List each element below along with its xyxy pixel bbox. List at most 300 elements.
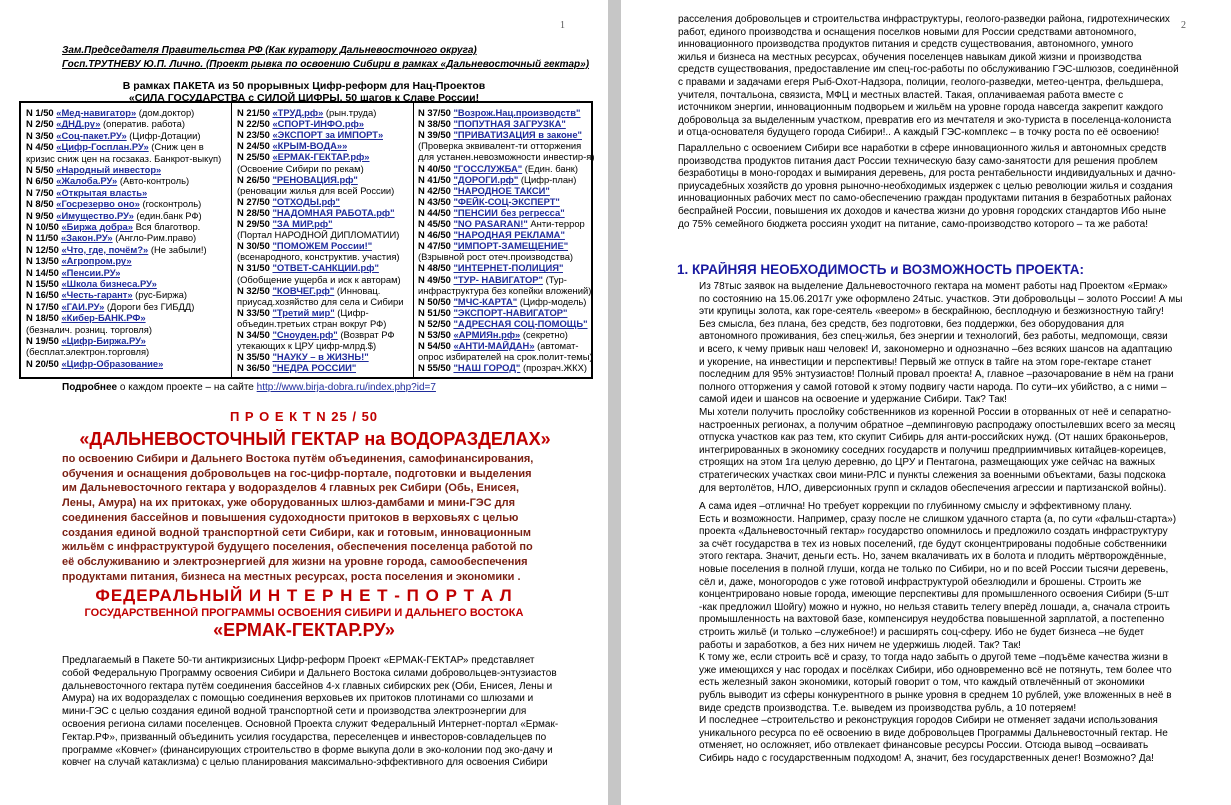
project-number-label: N 45/50 xyxy=(418,219,454,229)
project-description-text: утекающих к ЦРУ цифр-млрд.$) xyxy=(237,341,377,352)
project-description-text: Вся благотвор. xyxy=(132,222,201,232)
project-description-text: (Тур- xyxy=(543,274,567,285)
body-line: новые поселения в полной глуши, когда не только по Сибири, но и по всей России тысячи деревень, xyxy=(699,564,1169,575)
project-list-row xyxy=(418,197,560,207)
project-number-label: N 54/50 xyxy=(418,341,454,352)
project-list-row xyxy=(26,222,200,232)
body-line: работы и заработков, а без них ничем не удержишь людей. Так? Так! xyxy=(699,639,1021,651)
project-list-row xyxy=(237,164,364,174)
project-description-text: кризис сниж цен на госзаказ. Банкрот-выкуп) xyxy=(26,153,222,164)
body-line: Сибирь надо с государственным подходом! А, значит, без государственных денег! Возможно? Да! xyxy=(699,753,1154,764)
project-list-row xyxy=(26,256,132,266)
project-link[interactable]: «КРЫМ-ВОДА»» xyxy=(272,141,348,152)
body-line: автономного проживания, без спец-жилья, без энергии и технологий, без работы, медпомощи, связи xyxy=(699,331,1168,343)
project-link[interactable]: «Имущество.РУ» xyxy=(56,210,134,221)
project-link[interactable]: "НАШ ГОРОД" xyxy=(453,363,521,374)
project-link[interactable]: "ПОПУТНАЯ ЗАГРУЗКА" xyxy=(453,119,566,130)
project-link[interactable]: «Что, где, почём?» xyxy=(61,244,149,255)
project-list-row xyxy=(237,197,340,207)
project-list-row xyxy=(26,336,146,346)
project-description-text: (дом.доктор) xyxy=(136,108,195,118)
project-description-text: (госконтроль) xyxy=(139,199,202,210)
project-description-line: её обслуживанию и электроэнергией для жизни на уровне города, самообеспечения xyxy=(62,555,528,568)
body-line: беспрайней России, повышения их доходов и качества жизни до уровня городских стандартов Ибо ныне xyxy=(678,206,1167,217)
project-number-label: N 1/50 xyxy=(26,108,57,118)
project-description-text: (Цифр-план) xyxy=(518,174,577,185)
project-number-label: N 8/50 xyxy=(26,199,57,210)
body-line: ковчег на случай катаклизма) с целью планирования максимально-эффективного для освоения Сибири xyxy=(62,757,548,769)
project-description-text: (Англо-Рим.право) xyxy=(112,233,197,244)
project-link[interactable]: "ЗА МИР.рф" xyxy=(272,219,333,229)
project-number-label: N 23/50 xyxy=(237,130,273,141)
project-link[interactable]: «Соц-пакет.РУ» xyxy=(56,130,127,141)
project-link[interactable]: «Закон.РУ» xyxy=(60,233,113,244)
project-description-line: продуктами питания, бизнеса на местных ресурсах, роста поселения и экономики . xyxy=(62,570,521,583)
project-link[interactable]: «Цифр-Образование» xyxy=(61,358,164,369)
project-description-text: (всенародного, конструктив. участия) xyxy=(237,252,400,263)
project-number-label: N 20/50 xyxy=(26,358,62,369)
project-description-line: по освоению Сибири и Дальнего Востока путём объединения, самофинансирования, xyxy=(62,453,534,465)
project-list-row xyxy=(237,275,401,285)
project-description-text: (Портал НАРОДНОЙ ДИПЛОМАТИИ) xyxy=(237,230,400,241)
project-number-label: N 34/50 xyxy=(237,330,273,340)
project-list-row xyxy=(237,363,356,373)
project-link[interactable]: «Цифр-Госплан.РУ» xyxy=(56,142,149,153)
project-list-row xyxy=(237,241,372,251)
project-list-row xyxy=(418,241,568,251)
project-list-row xyxy=(237,352,369,362)
project-link[interactable]: "ФЕЙК-СОЦ-ЭКСПЕРТ" xyxy=(453,196,560,207)
project-number-label: N 24/50 xyxy=(237,141,273,152)
project-list-row xyxy=(26,325,152,335)
body-line: интегрированных в экономику соседних государств и получиш предприимчивых китайцев-кореицев, xyxy=(699,444,1167,456)
body-line: промышленность на вахтовой базе, компенсируя неудобства повышенной зарплатой, а постепенно xyxy=(699,614,1165,626)
project-list-row xyxy=(418,141,581,151)
body-line: виде средств производства. Т.е. выведем из производства рубль, а 10 потеряем! xyxy=(699,702,1077,714)
project-description-text: (Инновац. xyxy=(334,285,381,296)
project-number-label: N 25/50 xyxy=(237,152,273,163)
intro-line-2: «СИЛА ГОСУДАРСТВА с СИЛОЙ ЦИФРЫ. 50 шагов к Славе России! xyxy=(128,92,480,104)
body-line: настроенных регионах, а получим обратное –демпинговую распродажу опостылевших всего за месяц xyxy=(699,419,1176,431)
project-number-label: N 6/50 xyxy=(26,176,57,187)
project-link[interactable]: «Цифр-Биржа.РУ» xyxy=(61,336,146,346)
project-list-row xyxy=(26,119,185,129)
project-description-text: приусад.хозяйство для села и Сибири xyxy=(237,296,404,307)
body-line: программе «Ковчег» (финансирующих строительство в форме выкупа доли в эко-колонии под эко-дачу и xyxy=(62,744,553,756)
portal-name: «ЕРМАК-ГЕКТАР.РУ» xyxy=(213,620,395,640)
body-line: сёл и, даже, моногородов с уже готовой инфраструктурой обезлюдили и брошены. Строить же xyxy=(699,576,1142,588)
project-list-row xyxy=(418,330,568,340)
project-link[interactable]: "Сноуден.рф" xyxy=(272,330,338,340)
body-line: уже имеющихся у нас городах и посёлках Сибири, ибо одновременно всё не потянуть, тем более что xyxy=(699,664,1172,676)
project-number-label: N 42/50 xyxy=(418,185,454,196)
project-number-label: N 53/50 xyxy=(418,330,454,340)
project-description-text: (Проверка эквивалент-ти отторжения xyxy=(418,141,582,152)
project-description-text: (рус-Биржа) xyxy=(132,290,187,301)
project-link[interactable]: "НАУКУ – в ЖИЗНЬ!" xyxy=(272,352,369,363)
project-list-row xyxy=(26,199,201,209)
project-link[interactable]: «СПОРТ-ИНФО.рф» xyxy=(272,119,364,130)
project-description-text: инфраструктура без копейки вложений) xyxy=(418,285,592,296)
project-link[interactable]: «Открытая власть» xyxy=(56,187,148,198)
project-list-row xyxy=(26,279,157,289)
project-number-label: N 9/50 xyxy=(26,210,57,221)
project-link[interactable]: "МЧС-КАРТА" xyxy=(453,296,518,307)
project-link[interactable]: "Возрож.Нац.производств" xyxy=(453,108,581,118)
body-line: Из 78тыс заявок на выделение Дальневосточного гектара на момент работы над Проектом «Ермак» xyxy=(699,281,1168,292)
project-description-text: (Авто-контроль) xyxy=(117,176,190,187)
project-description-text: для устанен.невозможности инвестир-я) xyxy=(418,152,595,163)
project-number-label: N 29/50 xyxy=(237,219,273,229)
body-line: самой идеи и шансов на освоение и удержание Сибири. Так? Так! xyxy=(699,394,1007,406)
project-list-row xyxy=(418,263,563,273)
body-line: жилья и бизнеса на местных ресурсах, обучения поселенцев навыкам дикой жизни и производства xyxy=(678,51,1142,63)
project-description-text: (Обобщение ущерба и иск к авторам) xyxy=(237,274,401,285)
project-number-label: N 12/50 xyxy=(26,244,62,255)
project-number-label: N 32/50 xyxy=(237,285,273,296)
project-description-text: (Цифр-Дотации) xyxy=(126,130,201,141)
body-line: последним для 95% энтузиастов! Полный провал проекта! А, главное –разочарование в нём на грани xyxy=(699,369,1174,381)
project-description-text: (секретно) xyxy=(520,330,568,340)
project-number-label: N 52/50 xyxy=(418,318,454,329)
project-link[interactable]: "ИМПОРТ-ЗАМЕЩЕНИЕ" xyxy=(453,241,569,252)
body-line: безработицы в моно-городах и вымирания деревень, для роста рентабельности индивидуальных и дачно- xyxy=(678,168,1176,180)
document-page-2 xyxy=(621,0,1231,805)
body-line: мини-ГЭС с целью создания единой водной транспортной сети и производства электроэнергии для xyxy=(62,706,527,718)
project-number-label: N 46/50 xyxy=(418,230,454,241)
projects-table xyxy=(19,101,593,379)
project-link[interactable]: "ПОМОЖЕМ России!" xyxy=(272,241,373,252)
project-link[interactable]: "КОВЧЕГ.рф" xyxy=(272,285,335,296)
body-line: источником энергии, инновационным подворьем и жильём на уровне города навсегда закрепит каждого xyxy=(678,102,1164,114)
project-number-label: N 7/50 xyxy=(26,187,57,198)
body-line: проекта «Дальневосточный гектар» государство опомнилось и предложило создать инфраструктуру xyxy=(699,526,1168,538)
project-list-row xyxy=(237,308,369,318)
project-link[interactable]: «Народный инвестор» xyxy=(56,165,162,175)
project-list-row xyxy=(26,108,194,118)
project-link[interactable]: «Школа бизнеса.РУ» xyxy=(61,279,157,289)
project-link[interactable]: «Госрезерво оно» xyxy=(56,199,140,210)
project-list-row xyxy=(237,263,379,273)
project-list-row xyxy=(26,245,207,255)
body-line: приусадебных хозяйств до уровня рыночно-необходимых издержек с целью революции жилья и создания xyxy=(678,180,1173,192)
body-line: Гектар.РФ», призванный объединить усилия государства, переселенцев и инвесторов-совладельцев по xyxy=(62,731,547,743)
body-line: инновационного производства продуктов питания и средств существования, автономного, умного xyxy=(678,39,1134,51)
project-link[interactable]: "ОТВЕТ-САНКЦИИ.рф" xyxy=(272,263,379,274)
project-description-text: (автомат- xyxy=(534,341,579,352)
project-list-row xyxy=(418,108,581,118)
project-number-label: N 27/50 xyxy=(237,196,273,207)
body-line: Мы хотели получить прослойку собственников из коренной России в оторванных от неё и сепаратно- xyxy=(699,407,1172,418)
project-list-row xyxy=(26,211,202,221)
project-link[interactable]: "ПРИВАТИЗАЦИЯ в законе" xyxy=(453,130,583,141)
body-line: отпуска участков как раз тем, кто скупит Сибирь для анти-российских нужд. (От наших браконьеров, xyxy=(699,432,1169,444)
project-list-row xyxy=(237,219,333,229)
project-list-row xyxy=(26,302,194,312)
body-line: и укорение, на инвестиции и перспективы! Первый же отпуск в тайге на этом горе-гектаре станет xyxy=(699,356,1152,368)
project-description-text: (Сниж цен в xyxy=(148,142,204,153)
portal-subtitle: ГОСУДАРСТВЕННОЙ ПРОГРАММЫ ОСВОЕНИЯ СИБИРИ И ДАЛЬНЕГО ВОСТОКА xyxy=(84,607,524,619)
body-line: стратегических участках свои мини-РЛС и пункты слежения за военными объектами, базы подскока xyxy=(699,470,1166,481)
project-description-text: (Возврат РФ xyxy=(337,330,395,340)
project-list-row xyxy=(418,186,550,196)
body-line: Без смысла, без плана, без средств, без подготовки, без поддержки, без оборудования для xyxy=(699,318,1125,330)
project-link[interactable]: «Мед-навигатор» xyxy=(56,108,137,118)
project-list-row xyxy=(418,119,566,129)
section-heading: 1. КРАЙНЯЯ НЕОБХОДИМОСТЬ и ВОЗМОЖНОСТЬ ПРОЕКТА: xyxy=(677,262,1085,277)
project-description-text: опрос избирателей на срок.полит-темы) xyxy=(418,352,593,363)
project-list-row xyxy=(418,341,579,351)
project-link[interactable]: "ПЕНСИИ без регресса" xyxy=(453,207,565,218)
project-list-row xyxy=(418,286,591,296)
body-line: эти крупицы золота, как горе-сеятель «веером» в бескрайнюю, бесплодную и безжизностную тайгу! xyxy=(699,306,1164,318)
project-number-label: N 13/50 xyxy=(26,256,62,267)
project-number-label: N 4/50 xyxy=(26,142,57,153)
project-number-label: N 44/50 xyxy=(418,207,454,218)
project-list-row xyxy=(237,152,370,162)
intro-line-1: В рамках ПАКЕТА из 50 прорывных Цифр-реформ для Нац-Проектов xyxy=(122,80,486,92)
body-line: рубль выводит из сферы конкурентного в рынке уровня в среднем 10 рублей, уже вложенных в неё в xyxy=(699,690,1172,701)
project-link[interactable]: «Жалоба.РУ» xyxy=(56,176,118,187)
project-list-row xyxy=(418,130,582,140)
project-list-row xyxy=(26,268,120,278)
project-description-text: (един.банк РФ) xyxy=(133,210,202,221)
body-line: Амура) на их водоразделах с помощью соединения верховьев их притоков плотинами со шлюзами и xyxy=(62,693,534,705)
project-list-row xyxy=(418,319,588,329)
project-description-line: Лены, Амура) на их притоках, уже оборудованных шлюз-дамбами и мини-ГЭС для xyxy=(62,497,516,510)
project-list-row xyxy=(237,330,395,340)
project-link[interactable]: «ГАИ.РУ» xyxy=(61,301,105,312)
body-line: И последнее –строительство и реконструкция городов Сибири не отменяет задачи использования xyxy=(699,715,1158,727)
body-line: строящих на этом 1га целую деревню, до ЦРУ и Пентагона, размещающих уже сейчас на важных xyxy=(699,457,1156,469)
body-line: концентрировано новые города, имеющие перспективы для промышленного освоения Сибири (5-шт xyxy=(699,589,1169,601)
project-description-text: (Освоение Сибири по рекам) xyxy=(237,163,364,174)
project-number-label: N 21/50 xyxy=(237,108,273,118)
project-number: П Р О Е К Т N 25 / 50 xyxy=(229,410,379,424)
project-link[interactable]: «Пенсии.РУ» xyxy=(61,267,121,278)
project-description-text: (Цифр- xyxy=(334,307,369,318)
project-list-row xyxy=(237,286,380,296)
project-number-label: N 30/50 xyxy=(237,241,273,252)
body-line: учителя, почтальона, связиста, МФЦ и местных властей. Такая, оплачиваемая работа вместе с xyxy=(678,89,1124,101)
project-list-row xyxy=(418,297,586,307)
project-number-label: N 37/50 xyxy=(418,108,454,118)
project-list-row xyxy=(26,347,149,357)
project-list-row xyxy=(237,186,394,196)
project-link[interactable]: "ДОРОГИ.рф" xyxy=(453,174,519,185)
body-line: уникального ресурса по её освоению в виде добровольцев Программы Дальневосточный гектар. Не xyxy=(699,727,1168,739)
project-description-text: (Цифр-модель) xyxy=(517,296,587,307)
project-list-row xyxy=(237,252,400,262)
body-line: К тому же, если строить всё и сразу, то тогда надо забыть о другой теме –подъёме качества жизни в xyxy=(699,652,1168,664)
body-line: Параллельно с освоением Сибири все наработки в сфере инновационного жилья и автономных средств xyxy=(678,143,1167,154)
project-list-row xyxy=(237,175,358,185)
project-link[interactable]: "Третий мир" xyxy=(272,307,335,318)
project-number-label: N 55/50 xyxy=(418,363,454,374)
body-line: средств существования, предоставление им спец-гос-работы по обслуживанию ГЭС-шлюзов, соединённой xyxy=(678,64,1179,76)
project-list-row xyxy=(26,176,189,186)
project-link[interactable]: "NO PASARAN!" xyxy=(453,219,528,229)
project-number-label: N 35/50 xyxy=(237,352,273,363)
project-number-label: N 47/50 xyxy=(418,241,454,252)
project-list-row xyxy=(26,165,161,175)
project-list-row xyxy=(237,319,386,329)
project-number-label: N 33/50 xyxy=(237,307,273,318)
project-description-line: создания единой водной транспортной сети Сибири, как и готовым, инновационным xyxy=(62,526,532,539)
project-number-label: N 5/50 xyxy=(26,165,57,175)
project-number-label: N 17/50 xyxy=(26,301,62,312)
project-link[interactable]: "ОТХОДЫ.рф" xyxy=(272,196,340,207)
project-link[interactable]: "ГОССЛУЖБА" xyxy=(453,163,523,174)
project-list-row xyxy=(237,208,395,218)
body-line: для вертолётов, НЛО, диверсионных групп и складов обеспечения агрессии и партизанской войны). xyxy=(699,482,1167,494)
project-list-row xyxy=(418,164,578,174)
project-link[interactable]: «ТРУД.рф» xyxy=(272,108,324,118)
project-number-label: N 26/50 xyxy=(237,174,273,185)
project-number-label: N 14/50 xyxy=(26,267,62,278)
project-list-row xyxy=(26,359,163,369)
project-description-line: соединения бассейнов и повышения судоходности притоков в верховьях с целью xyxy=(62,511,519,524)
body-line: инновационных рабочих мест по само-обеспечению граждан продуктами питания в безработных районах xyxy=(678,193,1172,205)
body-line: отменяет, но осложняет, ибо отвлекает финансовые ресурсы России. Отсюда вывод –осваивать xyxy=(699,740,1149,752)
body-line: и всего, к чему привык наш человек! И, закономерно и однозначно –без всяких шансов на адаптацию xyxy=(699,344,1173,355)
project-list-row xyxy=(237,141,347,151)
project-link[interactable]: "НАРОДНОЕ ТАКСИ" xyxy=(453,185,550,196)
body-line: строить жильё (и только –служебное!) и расширять соц-сферу. Ибо не будет бизнеса –не будет xyxy=(699,627,1145,638)
project-description-text: (реновации жилья для всей России) xyxy=(237,185,395,196)
project-number-label: N 28/50 xyxy=(237,207,273,218)
project-list-row xyxy=(237,341,376,351)
project-list-row xyxy=(237,130,383,140)
project-list-row xyxy=(26,188,147,198)
project-link[interactable]: "НАДОМНАЯ РАБОТА.рф" xyxy=(272,207,395,218)
body-line: до 75% семейного бюджета россиян уходит на питание, само-производство которого – та же работа! xyxy=(678,218,1148,230)
project-link[interactable]: "РЕНОВАЦИЯ.рф" xyxy=(272,174,358,185)
body-line: собой Федеральную Программу освоения Сибири и Дальнего Востока силами добровольцев-энтузиастов xyxy=(62,667,557,679)
project-description-text: (рын.труда) xyxy=(323,108,377,118)
project-link[interactable]: "ЭКСПОРТ-НАВИГАТОР" xyxy=(453,307,568,318)
body-line: за счёт государства в тех из новых поселений, где будут сконцентрированы подобные собственники xyxy=(699,538,1167,550)
body-line: с правами и задачами егеря Рыб-Охот-Надзора, полиции, геолого-разведки, метео-центра, фельдшера, xyxy=(678,77,1164,88)
project-description-line: жильём с инфраструктурой будущего поселения, обеспечения поселенца работой по xyxy=(62,541,533,554)
project-list-row xyxy=(237,119,364,129)
body-line: А сама идея –отлична! Но требует коррекции по глубинному смыслу и эффективному плану. xyxy=(699,501,1132,512)
project-list-row xyxy=(418,230,565,240)
project-link[interactable]: «Биржа добра» xyxy=(61,222,133,232)
body-line: освоения регионa силами поселенцев. Основной Проекта служит Федеральный Интернет-портал «Ермак- xyxy=(62,719,559,730)
project-link[interactable]: "ИНТЕРНЕТ-ПОЛИЦИЯ" xyxy=(453,263,564,274)
project-list-row xyxy=(26,142,204,152)
projects-column-1 xyxy=(21,103,222,377)
project-link[interactable]: «АНТИ-МАЙДАН» xyxy=(453,341,535,352)
project-number-label: N 31/50 xyxy=(237,263,273,274)
project-number-label: N 11/50 xyxy=(26,233,61,244)
project-list-row xyxy=(26,290,187,300)
project-number-label: N 41/50 xyxy=(418,174,454,185)
page-number: 1 xyxy=(560,20,565,31)
project-number-label: N 10/50 xyxy=(26,222,62,232)
body-line: -как предложил Шойгу) можно и нужно, но нельзя ставить телегу вперёд лошади, а, сначала строить xyxy=(699,601,1170,613)
body-line: дальневосточного гектара путём соединения бассейнов 4-х главных сибирских рек (Оби, Енисея, Лены и xyxy=(62,680,553,692)
project-link[interactable]: "АДРЕСНАЯ СОЦ-ПОМОЩЬ" xyxy=(453,318,588,329)
project-number-label: N 39/50 xyxy=(418,130,454,141)
project-number-label: N 22/50 xyxy=(237,119,273,130)
body-line: добровольца за выделенным участком, превратив его из мечтателя и эко-туриста в поселенца-колониста xyxy=(678,114,1172,126)
project-number-label: N 15/50 xyxy=(26,279,62,289)
more-text: о каждом проекте – на сайте xyxy=(117,382,257,393)
project-link[interactable]: «Агропром.ру» xyxy=(61,256,132,267)
more-prefix: Подробнее xyxy=(62,382,118,393)
project-list-row xyxy=(418,308,568,318)
project-link[interactable]: "НАРОДНАЯ РЕКЛАМА" xyxy=(453,230,565,241)
project-description-text: (Взрывной рост отеч.производства) xyxy=(418,252,574,263)
body-line: этого гектара. Значит, деньги есть. Но, зачем вкалачивать их в болота и плодить мёртворождённые, xyxy=(699,551,1167,563)
project-description-text: (Дороги без ГИБДД) xyxy=(104,301,195,312)
project-list-row xyxy=(418,363,587,373)
project-link[interactable]: «Кибер-БАНК.РФ» xyxy=(61,313,146,324)
project-list-row xyxy=(26,233,196,243)
project-description-text: объедин.третьих стран вокруг РФ) xyxy=(237,318,387,329)
project-description-text: (прозрач.ЖКХ) xyxy=(520,363,588,374)
project-link[interactable]: «ЕРМАК-ГЕКТАР.рф» xyxy=(272,152,370,163)
project-number-label: N 16/50 xyxy=(26,290,62,301)
body-line: Предлагаемый в Пакете 50-ти антикризисных Цифр-реформ Проект «ЕРМАК-ГЕКТАР» представляет xyxy=(62,655,535,666)
project-description-text: (Един. банк) xyxy=(522,163,579,174)
projects-column-2 xyxy=(231,103,412,377)
project-link[interactable]: «АРМИЯн.рф» xyxy=(453,330,521,340)
project-list-row xyxy=(26,131,200,141)
project-list-row xyxy=(418,208,565,218)
project-number-label: N 40/50 xyxy=(418,163,454,174)
project-description-text: (Не забыли!) xyxy=(148,244,207,255)
project-number-label: N 51/50 xyxy=(418,307,454,318)
project-number-label: N 50/50 xyxy=(418,296,454,307)
project-list-row xyxy=(237,297,403,307)
project-number-label: N 19/50 xyxy=(26,336,62,346)
project-link[interactable]: «ДНД.ру» xyxy=(56,119,101,130)
project-number-label: N 18/50 xyxy=(26,313,62,324)
project-link[interactable]: "ТУР- НАВИГАТОР" xyxy=(453,274,543,285)
body-line: расселения добровольцев и строительства инфраструктуры, геолого-разведки района, гидротехнических xyxy=(678,14,1170,25)
site-link[interactable]: http://www.birja-dobra.ru/index.php?id=7 xyxy=(256,382,436,393)
header-line-1: Зам.Председателя Правительства РФ (Как куратору Дальневосточного округа) xyxy=(62,45,477,56)
project-list-row xyxy=(418,352,593,362)
body-line: Есть и возможности. Например, сразу после не слишком удачного старта (а, по сути «фальш-старта») xyxy=(699,513,1177,525)
project-description-text: (безналич. розниц. торговля) xyxy=(26,324,152,335)
project-title: «ДАЛЬНЕВОСТОЧНЫЙ ГЕКТАР на ВОДОРАЗДЕЛАХ» xyxy=(79,429,551,449)
project-list-row xyxy=(418,175,576,185)
project-list-row xyxy=(237,108,376,118)
project-description-text: Анти-террор xyxy=(527,219,585,229)
project-link[interactable]: "НЕДРА РОССИИ" xyxy=(272,363,357,374)
project-description-line: им Дальневосточного гектара у водоразделов 4 главных рек Сибири (Обь, Енисея, xyxy=(62,482,520,495)
document-page-1 xyxy=(0,0,608,805)
project-list-row xyxy=(26,154,221,164)
project-description-line: обучения и оснащения добровольцев на гос-цифр-портале, подготовки и выделения xyxy=(62,467,532,480)
project-description-text: (бесплат.электрон.торговля) xyxy=(26,347,150,358)
project-list-row xyxy=(418,219,585,229)
project-number-label: N 2/50 xyxy=(26,119,57,130)
portal-title: ФЕДЕРАЛЬНЫЙ И Н Т Е Р Н Е Т - П О Р Т А Л xyxy=(95,586,513,605)
project-list-row xyxy=(418,152,594,162)
project-link[interactable]: «Честь-гарант» xyxy=(61,290,133,301)
project-number-label: N 36/50 xyxy=(237,363,273,374)
body-line: и отца-основателя будущего города Сибири!.. А каждый ГЭС-комплекс – в точку роста по её освоению! xyxy=(678,127,1160,139)
page-number: 2 xyxy=(1181,20,1186,31)
body-line: полного отторжения у самой готовой к этому подвигу части народа. По сути–их убийство, а с ними – xyxy=(699,381,1167,393)
body-line: по состоянию на 15.06.2017г уже оформлено 24тыс. участков. Эти добровольцы – золото России! А мы xyxy=(699,293,1183,305)
project-link[interactable]: «ЭКСПОРТ за ИМПОРТ» xyxy=(272,130,384,141)
